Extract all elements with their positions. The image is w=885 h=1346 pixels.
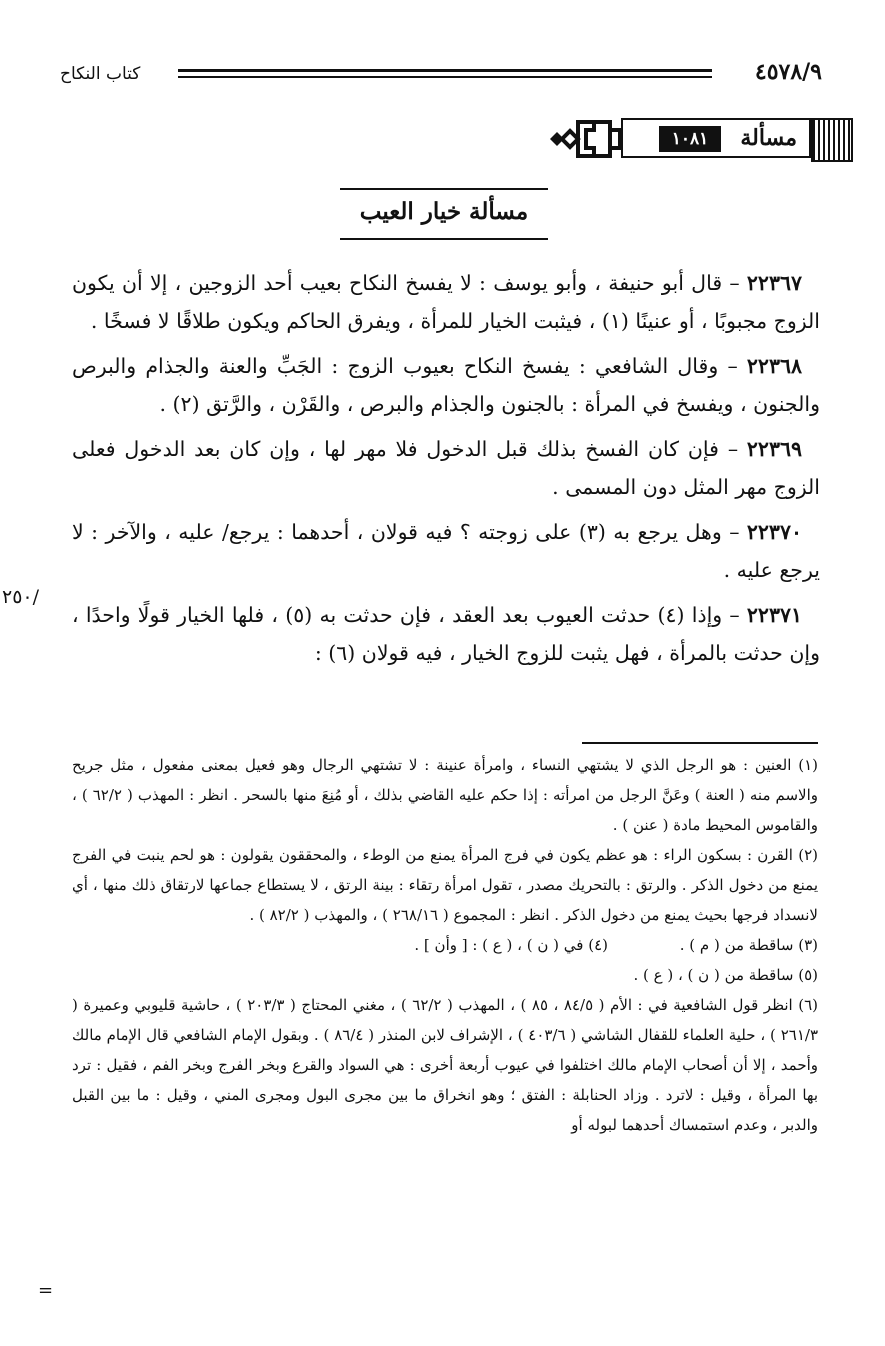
paragraph-text: – فإن كان الفسخ بذلك قبل الدخول فلا مهر لها ، وإن كان بعد الدخول فعلى الزوج مهر المثل دون المسمى . — [72, 437, 820, 499]
footnote-3: (٣) ساقطة من ( م ) . — [679, 936, 818, 954]
footnote-row — [72, 930, 818, 960]
running-header — [60, 55, 822, 91]
continuation-mark: = — [38, 1280, 54, 1301]
header-rule — [178, 69, 712, 72]
paragraph-text: – وإذا (٤) حدثت العيوب بعد العقد ، فإن حدثت به (٥) ، فلها الخيار قولًا واحدًا ، وإن حدثت بالمرأة ، فهل يثبت للزوج الخيار ، فيه قولان (٦) : — [72, 603, 820, 665]
footnote-2: (٢) القرن : بسكون الراء : هو عظم يكون في فرج المرأة يمنع من الوطء ، والمحققون يقولون : هو لحم ينبت في الفرج يمنع من دخول الذكر . والرتق : بالتحريك مصدر ، تقول امرأة رتقاء : بينة الرتق ، لا يستطاع جماعها لارتقاق ذلك منها ، أي لانسداد فرجها بحيث يمنع من دخول الذكر . انظر : المجموع ( ٢٦٨/١٦ ) ، والمهذب ( ٨٢/٢ ) . — [72, 846, 819, 924]
paragraph-text: – وهل يرجع به (٣) على زوجته ؟ فيه قولان ، أحدهما : يرجع/ عليه ، والآخر : لا يرجع عليه . — [72, 520, 820, 582]
footnotes — [72, 750, 818, 1140]
paragraph — [72, 347, 820, 423]
paragraph — [72, 430, 820, 506]
paragraph-number: ٢٢٣٧١ — [746, 603, 802, 627]
book-title: كتاب النكاح — [60, 64, 141, 84]
section-title: مسألة خيار العيب — [340, 188, 548, 240]
footnote-6: (٦) انظر قول الشافعية في : الأم ( ٨٤/٥ ، ٨٥ ) ، المهذب ( ٦٢/٢ ) ، مغني المحتاج ( ٢٠٣/٣ ) ، حاشية قليوبي وعميرة ( ٢٦١/٣ ) ، حلية العلماء للقفال الشاشي ( ٤٠٣/٦ ) ، الإشراف لابن المنذر ( ٨٦/٤ ) . وبقول الإمام الشافعي قال الإمام مالك وأحمد ، إلا أن أصحاب الإمام مالك اختلفوا في عيوب أربعة أخرى : هي السواد والقرع وبخر الفرج وبخر الفم ، فقيل : ترد بها المرأة ، وقيل : لاترد . وزاد الحنابلة : الفتق ؛ وهو انخراق ما بين مجرى البول ومجرى المني ، وقيل : ما بين القبل والدبر ، وعدم استمساك أحدهما لبوله أو — [72, 996, 818, 1134]
page-number: ٤٥٧٨/٩ — [754, 59, 822, 85]
paragraph — [72, 596, 820, 672]
hatched-ornament — [811, 118, 853, 162]
header-rule-thin — [178, 76, 712, 78]
masala-frame — [621, 118, 811, 158]
paragraph-number: ٢٢٣٦٧ — [746, 271, 802, 295]
paragraph-text: – قال أبو حنيفة ، وأبو يوسف : لا يفسخ النكاح بعيب أحد الزوجين ، إلا أن يكون الزوج مجبوبًا ، أو عنينًا (١) ، فيثبت الخيار للمرأة ، ويفرق الحاكم ويكون طلاقًا لا فسخًا . — [72, 271, 820, 333]
footnote-1: (١) العنين : هو الرجل الذي لا يشتهي النساء ، وامرأة عنينة : لا تشتهي الرجال وهو فعيل بمعنى مفعول ، مثل جريح والاسم منه ( العنة ) وعَنَّ الرجل من امرأته : إذا حكم عليه القاضي بذلك ، أو مُنِعَ منها بالسحر . انظر : المهذب ( ٦٢/٢ ) ، والقاموس المحيط مادة ( عنن ) . — [72, 756, 819, 834]
paragraph-number: ٢٢٣٧٠ — [746, 520, 802, 544]
paragraph — [72, 264, 820, 340]
masala-number: ١٠٨١ — [659, 126, 721, 152]
margin-folio-note: ٢٥٠/ — [2, 586, 40, 608]
masala-label: مسألة — [740, 125, 797, 151]
footnote-divider — [582, 742, 818, 744]
paragraph — [72, 513, 820, 589]
knot-ornament-icon — [548, 112, 628, 166]
paragraph-number: ٢٢٣٦٩ — [746, 437, 802, 461]
footnote-5: (٥) ساقطة من ( ن ) ، ( ع ) . — [633, 966, 818, 984]
paragraph-number: ٢٢٣٦٨ — [746, 354, 802, 378]
masala-banner — [548, 112, 853, 166]
paragraph-text: – وقال الشافعي : يفسخ النكاح بعيوب الزوج : الجَبِّ والعنة والجذام والبرص والجنون ، ويفسخ في المرأة : بالجنون والجذام والبرص ، والقَرْن ، والرَّتق (٢) . — [72, 354, 820, 416]
footnote-4: (٤) في ( ن ) ، ( ع ) : [ وأن ] . — [414, 936, 608, 954]
main-text — [72, 264, 820, 679]
